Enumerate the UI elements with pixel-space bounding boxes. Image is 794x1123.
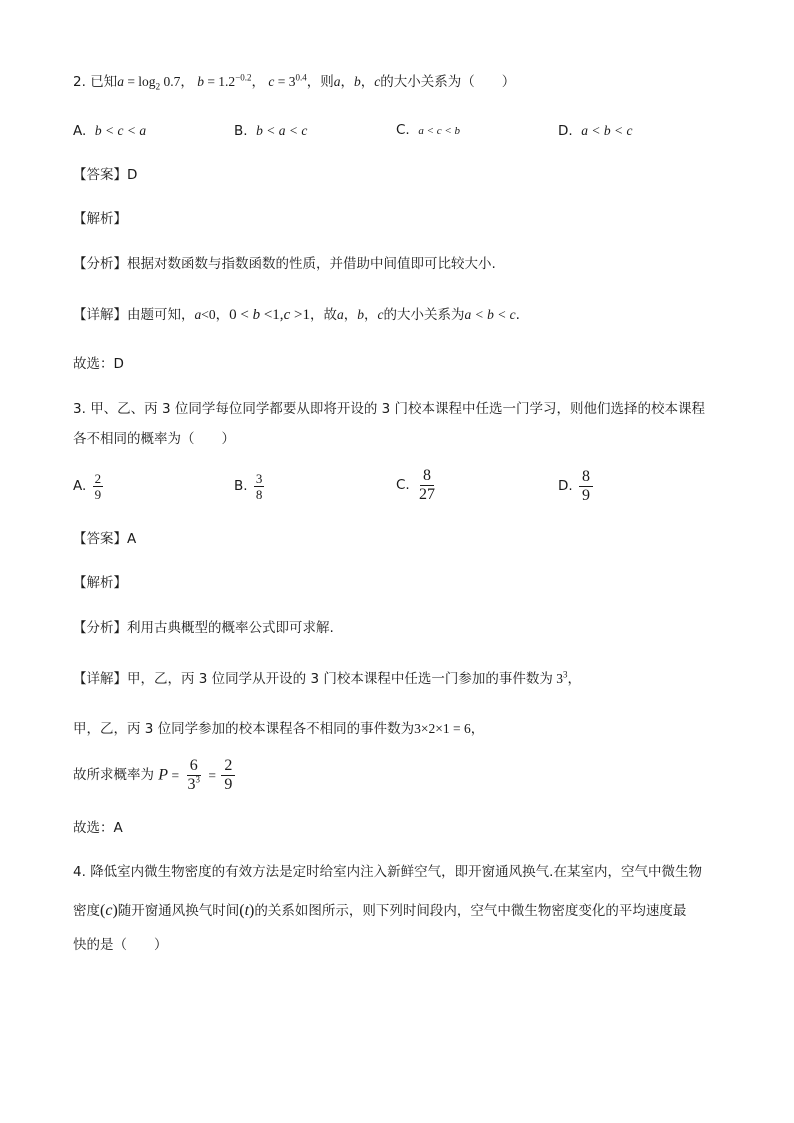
- q2-stem: 2. 已知$a = \log_2 0.7$， $b = 1.2^{-0.2}$， $c = 3^{0.4}$，则a，b，c的大小关系为（ ）: [73, 72, 516, 92]
- q2-answer: 【答案】D: [73, 167, 138, 183]
- q3-option-a[interactable]: A. $\frac{2}{9}$: [73, 471, 102, 502]
- q2-fenxi: 【分析】根据对数函数与指数函数的性质，并借助中间值即可比较大小.: [73, 256, 496, 272]
- q3-xiangjie-line3: 故所求概率为 P = $\frac{6}{3^3}$ = $\frac{2}{9}$: [73, 758, 237, 793]
- q2-xiangjie: 【详解】由题可知，a<0，0 < b <1,c >1，故a，b，c的大小关系为a < b < c.: [73, 307, 520, 323]
- q3-option-a-fraction: $\frac{2}{9}$: [94, 471, 102, 502]
- q3-probability-result: $\frac{2}{9}$: [221, 758, 235, 793]
- q2-analysis-heading: 【解析】: [73, 211, 127, 227]
- q4-stem-line2: 密度(c)随开窗通风换气时间(t)的关系如图所示，则下列时间段内，空气中微生物密度变化的平均速度最: [73, 902, 687, 919]
- q2-option-c[interactable]: C. a < c < b: [396, 122, 461, 138]
- q3-option-c[interactable]: C. $\frac{8}{27}$: [396, 468, 440, 503]
- q2-option-a[interactable]: A. b < c < a: [73, 123, 147, 139]
- q3-choice: 故选：A: [73, 820, 123, 836]
- q3-stem-line2: 各不相同的概率为（ ）: [73, 431, 235, 447]
- q3-xiangjie-line2: 甲，乙，丙 3 位同学参加的校本课程各不相同的事件数为3×2×1 = 6，: [73, 721, 485, 737]
- q3-fenxi: 【分析】利用古典概型的概率公式即可求解.: [73, 620, 334, 636]
- q3-option-d[interactable]: D. $\frac{8}{9}$: [558, 469, 595, 504]
- q3-option-b[interactable]: B. $\frac{3}{8}$: [234, 471, 263, 502]
- q3-option-c-fraction: $\frac{8}{27}$: [419, 467, 436, 503]
- q2-number: 2.: [73, 74, 86, 90]
- q3-analysis-heading: 【解析】: [73, 575, 127, 591]
- q4-stem-line1: 4. 降低室内微生物密度的有效方法是定时给室内注入新鲜空气，即开窗通风换气.在某室内，空气中微生物: [73, 864, 702, 880]
- q4-number: 4.: [73, 864, 86, 880]
- q2-choice: 故选：D: [73, 356, 124, 372]
- q3-probability-fraction: $\frac{6}{3^3}$: [187, 757, 200, 793]
- q3-xiangjie-line1: 【详解】甲，乙，丙 3 位同学从开设的 3 门校本课程中任选一门参加的事件数为 $3^3$，: [73, 669, 581, 687]
- q3-option-d-fraction: $\frac{8}{9}$: [579, 469, 593, 504]
- q3-answer: 【答案】A: [73, 531, 137, 547]
- q2-option-b[interactable]: B. b < a < c: [234, 123, 308, 139]
- q3-option-b-fraction: $\frac{3}{8}$: [255, 471, 263, 502]
- q3-stem-line1: 3. 甲、乙、丙 3 位同学每位同学都要从即将开设的 3 门校本课程中任选一门学习，则他们选择的校本课程: [73, 401, 706, 417]
- q3-number: 3.: [73, 401, 86, 417]
- q4-stem-line3: 快的是（ ）: [73, 937, 168, 953]
- q2-option-d[interactable]: D. a < b < c: [558, 123, 633, 139]
